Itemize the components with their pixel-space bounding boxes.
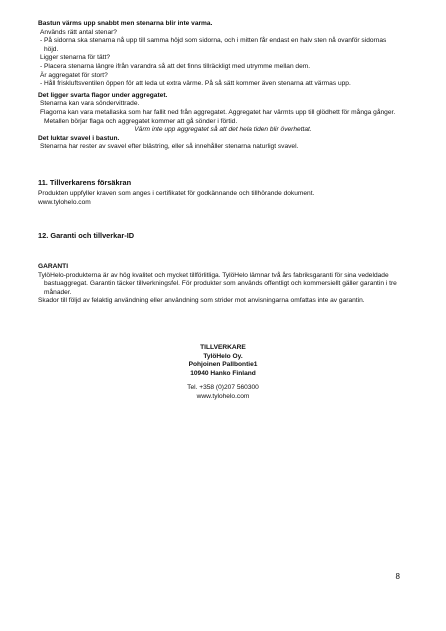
answer-text: - Placera stenarna längre ifrån varandra så att det finns tillräckligt med utrymme mellan dem.: [40, 62, 311, 70]
answer-text: höjd.: [44, 45, 59, 53]
answer-text: - Håll friskluftsventilen öppen för att leda ut extra värme. På så sätt kommer även stenarna att värmas upp.: [40, 80, 351, 88]
answer-text: Stenarna kan vara söndervittrade.: [40, 100, 140, 108]
answer-text: - På sidorna ska stenarna nå upp till samma höjd som sidorna, och i mitten får endast en halv sten nå ovanför sidornas: [40, 37, 387, 45]
street-address: Pohjoinen Pallbontie1: [188, 361, 258, 369]
phone-number: Tel. +358 (0)207 560300: [187, 384, 259, 392]
city-address: 10940 Hanko Finland: [190, 369, 256, 377]
section-heading: 12. Garanti och tillverkar-ID: [38, 231, 135, 241]
body-text: TylöHelo-produkterna är av hög kvalitet och mycket tillförlitliga. TylöHelo lämnar två års fabriksgaranti för sina vedeldade: [38, 271, 389, 279]
body-text: månader.: [44, 288, 72, 296]
problem-heading: Det luktar svavel i bastun.: [38, 134, 120, 142]
body-text: Skador till följd av felaktig användning eller användning som strider mot anvisningarna omfattas inte av garantin.: [38, 297, 365, 305]
manufacturer-block: [38, 344, 408, 402]
company-name: TylöHelo Oy.: [203, 352, 243, 360]
section-heading: 11. Tillverkarens försäkran: [38, 177, 132, 187]
question-text: Används rätt antal stenar?: [40, 28, 117, 36]
question-text: Är aggregatet för stort?: [40, 71, 108, 79]
manufacturer-label: TILLVERKARE: [200, 344, 246, 352]
question-text: Ligger stenarna för tätt?: [40, 54, 111, 62]
body-text: Produkten uppfyller kraven som anges i certifikatet för godkännande och tillhörande dokument.: [38, 189, 315, 197]
section-11: [38, 178, 408, 207]
website-link[interactable]: www.tylohelo.com: [38, 198, 91, 206]
troubleshooting-section: [38, 20, 408, 152]
page-number: 8: [395, 572, 400, 581]
note-text: Värm inte upp aggregatet så att det hela tiden blir överhettat.: [134, 126, 312, 134]
body-text: bastuaggregat. Garantin täcker tillverkningsfel. För produkter som används offentligt och kommersiellt gäller garantin i tre: [44, 280, 397, 288]
problem-heading: Det ligger svarta flagor under aggregatet.: [38, 91, 168, 99]
warranty-block: [38, 263, 408, 306]
warranty-title: GARANTI: [38, 263, 69, 271]
answer-text: Stenarna har rester av svavel efter blästring, eller så innehåller stenarna naturligt svavel.: [40, 143, 299, 151]
document-page: [38, 20, 408, 402]
answer-text: Metallen börjar flaga och aggregatet kommer att gå sönder i förtid.: [44, 117, 238, 125]
section-12: [38, 231, 408, 240]
problem-heading: Bastun värms upp snabbt men stenarna blir inte varma.: [38, 20, 213, 27]
answer-text: Flagorna kan vara metallaska som har fallit ned från aggregatet. Aggregatet har värmts upp till glödhett för många gånger.: [40, 108, 396, 116]
website-link[interactable]: www.tylohelo.com: [196, 393, 250, 401]
